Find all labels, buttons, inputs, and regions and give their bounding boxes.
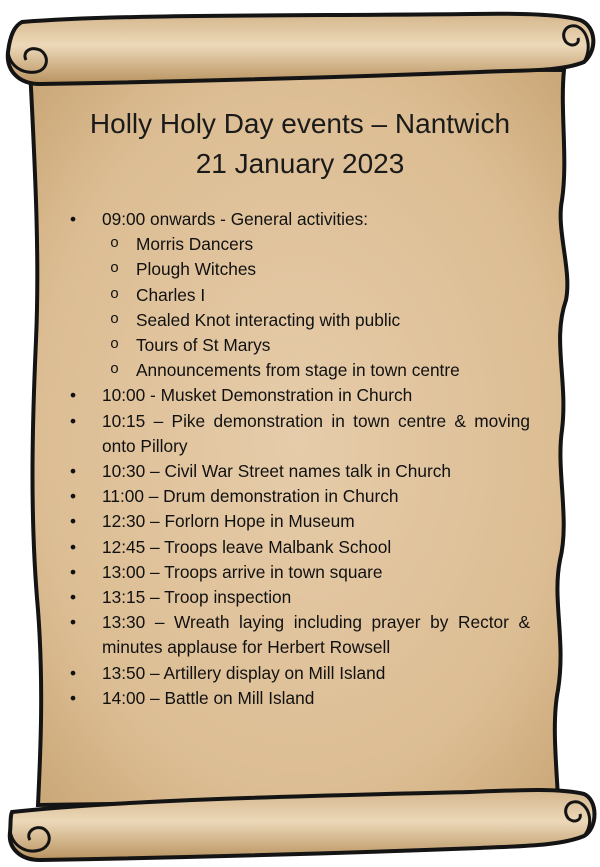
sub-item: o Tours of St Marys [102,333,530,358]
event-list [64,207,530,711]
event-item: • 10:30 – Civil War Street names talk in Church [64,459,530,484]
event-item: • 11:00 – Drum demonstration in Church [64,484,530,509]
event-item: • 12:30 – Forlorn Hope in Museum [64,509,530,534]
event-item [64,207,530,383]
event-item: • 13:50 – Artillery display on Mill Island [64,661,530,686]
event-item: • 12:45 – Troops leave Malbank School [64,535,530,560]
sub-item: o Charles I [102,283,530,308]
event-text: 09:00 onwards - General activities: [102,209,369,229]
page-title [40,104,560,184]
sub-item: o Plough Witches [102,257,530,282]
sub-item: o Sealed Knot interacting with public [102,308,530,333]
sub-item: o Announcements from stage in town centre [102,358,530,383]
event-item: • 14:00 – Battle on Mill Island [64,686,530,711]
title-line-2: 21 January 2023 [195,148,405,179]
title-line-1: Holly Holy Day events – Nantwich [89,108,511,139]
sub-item: o Morris Dancers [102,232,530,257]
event-item: • 13:15 – Troop inspection [64,585,530,610]
general-activities-list [102,232,530,383]
event-item: • 10:00 - Musket Demonstration in Church [64,383,530,408]
event-item: • 10:15 – Pike demonstration in town centre & moving onto Pillory [64,409,530,459]
event-item: • 13:30 – Wreath laying including prayer by Rector & minutes applause for Herbert Rowsell [64,610,530,660]
event-item: • 13:00 – Troops arrive in town square [64,560,530,585]
